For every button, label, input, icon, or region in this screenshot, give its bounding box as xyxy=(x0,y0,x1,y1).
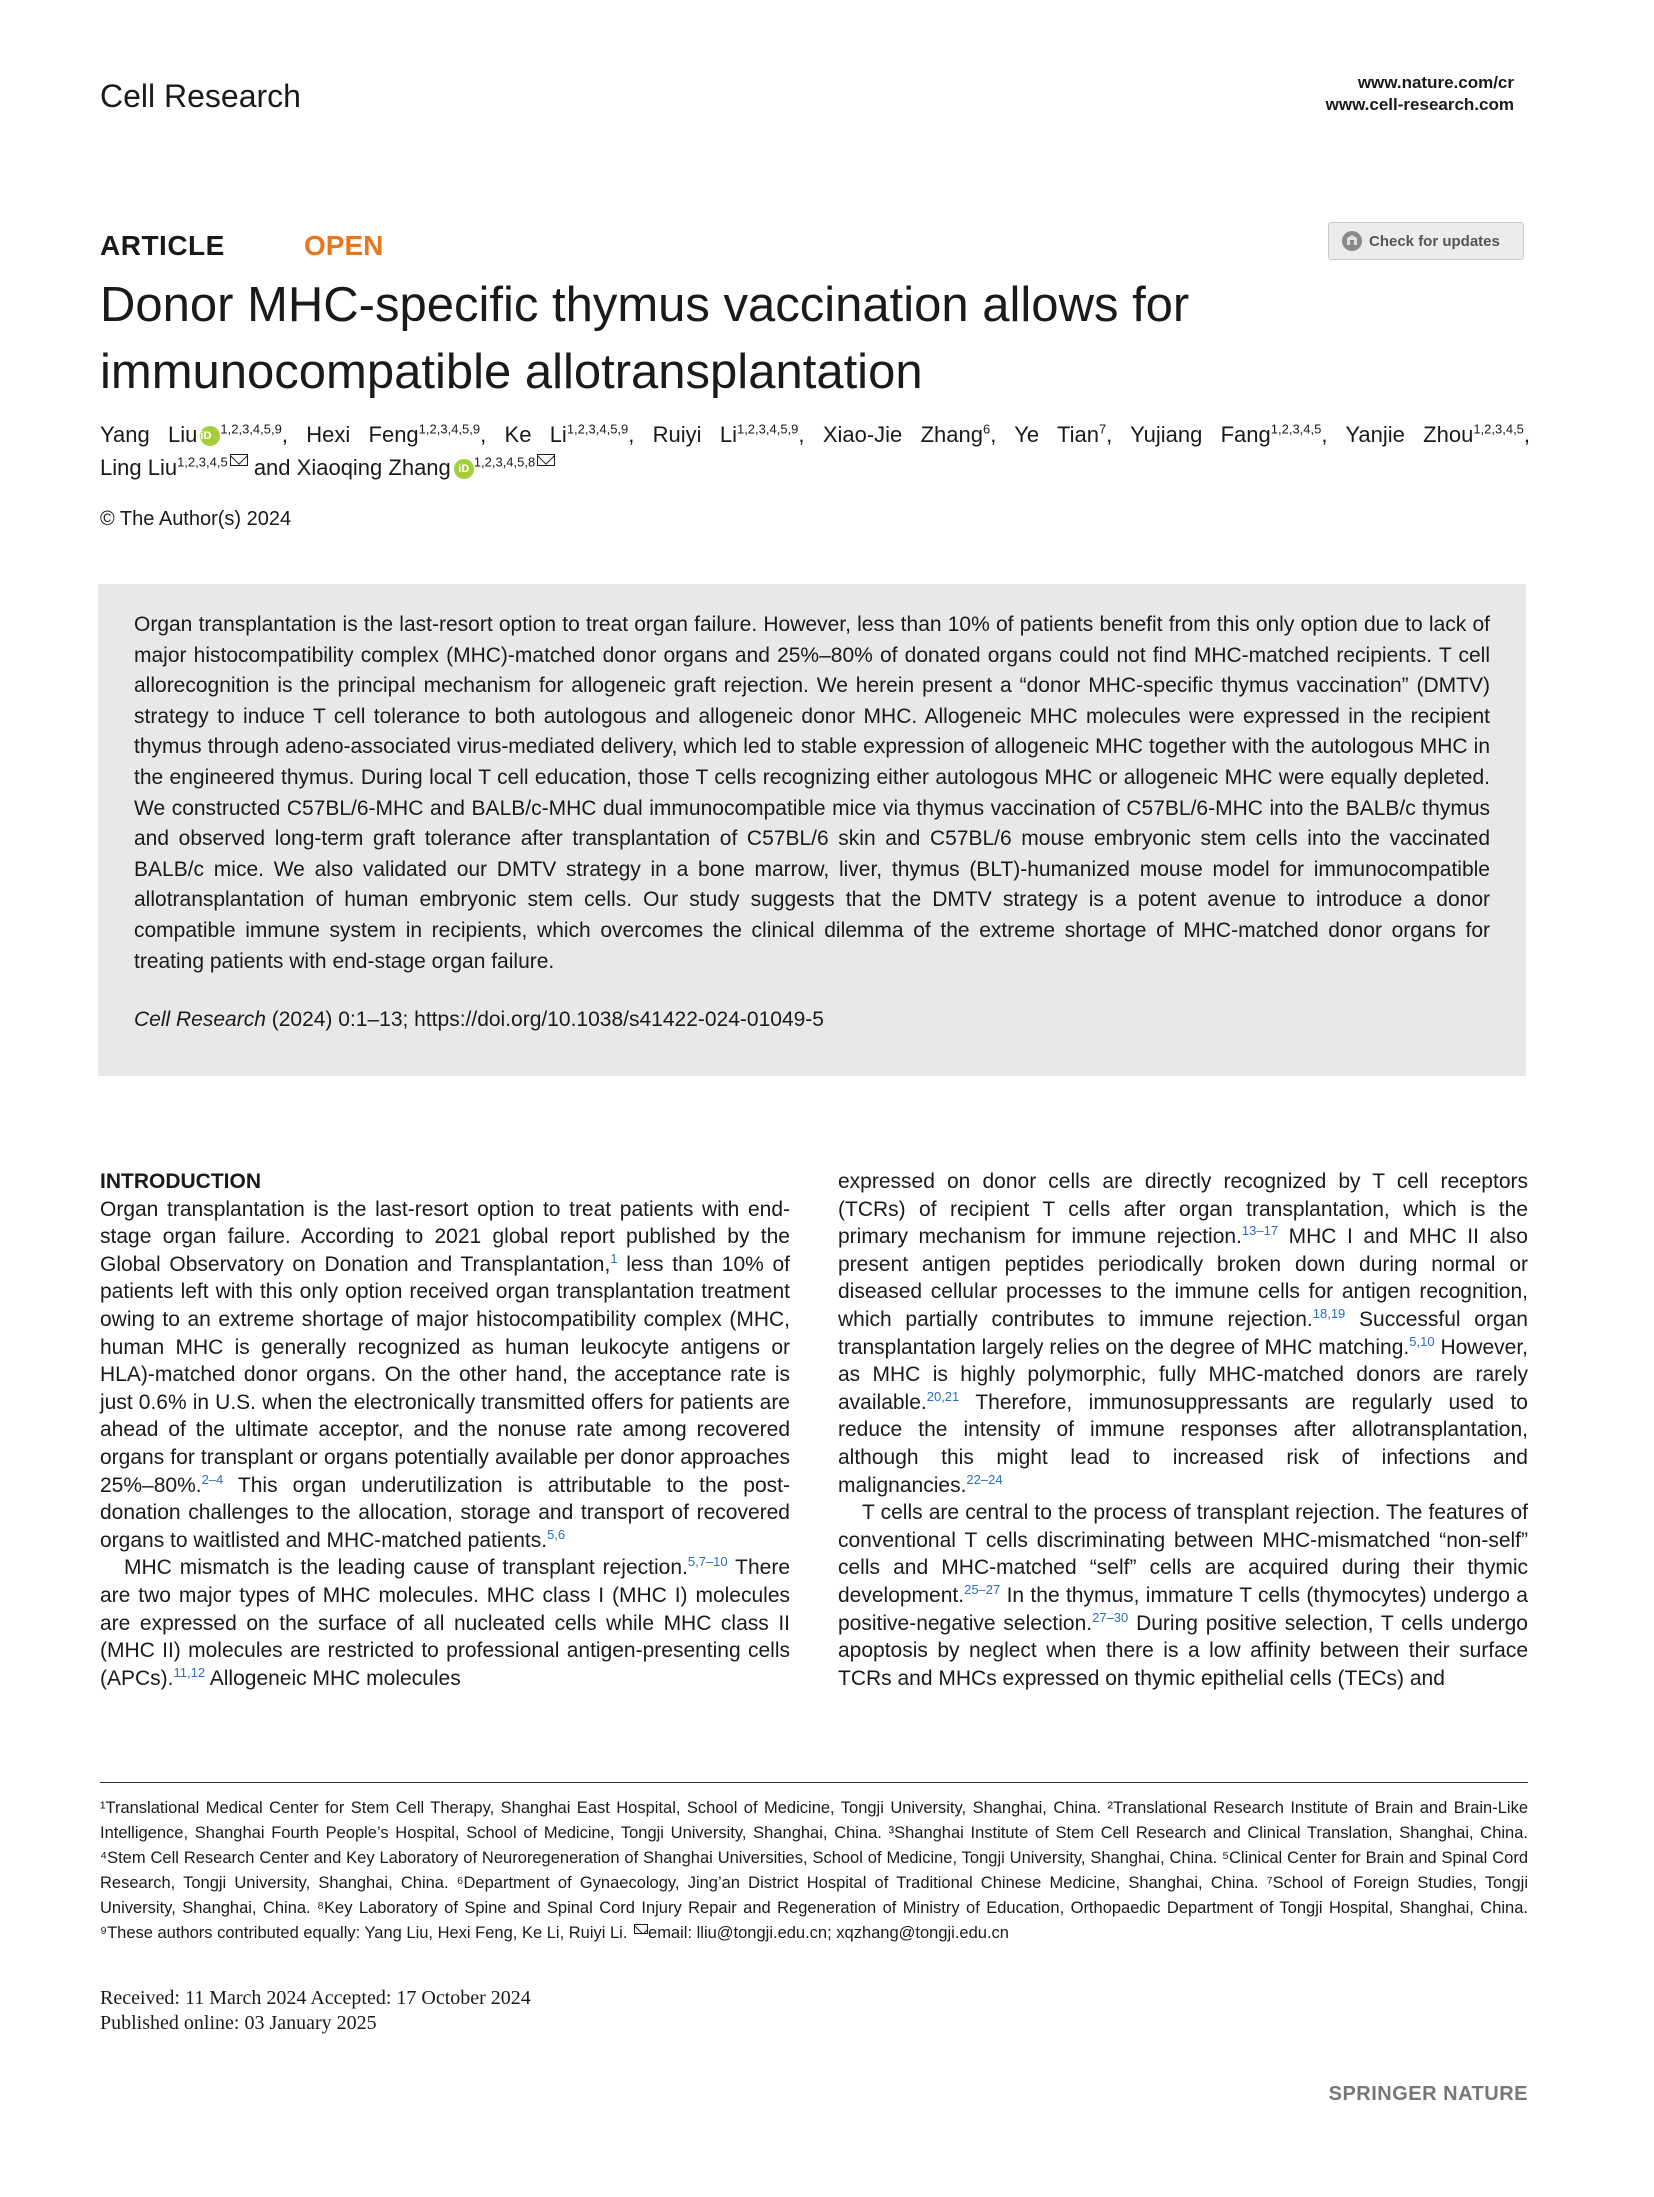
author-affiliation-sup: 1,2,3,4,5 xyxy=(1270,421,1322,437)
citation-ref[interactable]: 20,21 xyxy=(926,1388,960,1404)
email-icon xyxy=(634,1924,648,1934)
body-paragraph: Organ transplantation is the last-resort option to treat patients with end-stage organ failure. According to 2021 global report published by the Global Observatory on Donation and Transplantation,$^1$ less than 10% of patients left with this only option received organ transplantation treatment owing to an extreme shortage of major histocompatibility complex (MHC, human MHC is generally recognized as human leukocyte antigens or HLA)-matched donor organs. On the other hand, the acceptance rate is just 0.6% in U.S. when the electronically transmitted offers for patients are ahead of the ultimate acceptor, and the nonuse rate among recovered organs for transplant or organs potentially available per donor approaches 25%–80%.$^{2-4}$ This organ underutilization is attributable to the post-donation challenges to the allocation, storage and transport of recovered organs to waitlisted and MHC-matched patients.$^{5,6}$ xyxy=(100,1197,790,1552)
author-affiliation-sup: 1,2,3,4,5,8 xyxy=(473,454,536,470)
author-affiliation-sup: 1,2,3,4,5 xyxy=(177,454,228,470)
citation-ref[interactable]: 5,10 xyxy=(1409,1333,1435,1349)
author-affiliation-sup: 1,2,3,4,5,9 xyxy=(418,421,481,437)
citation-ref[interactable]: 25–27 xyxy=(964,1581,1001,1597)
citation-ref[interactable]: 2–4 xyxy=(201,1471,224,1487)
check-for-updates-button[interactable] xyxy=(1328,222,1524,260)
author-list-line-2 xyxy=(100,451,555,484)
author-affiliation-sup: 1,2,3,4,5,9 xyxy=(220,421,282,437)
title-line-1: Donor MHC-specific thymus vaccination allows for xyxy=(100,278,1190,332)
body-column-left xyxy=(100,1168,790,1692)
author-affiliation-sup: 1,2,3,4,5,9 xyxy=(736,421,799,437)
copyright-notice: © The Author(s) 2024 xyxy=(100,508,292,530)
footnote-divider xyxy=(100,1782,1528,1783)
citation-ref[interactable]: 5,7–10 xyxy=(687,1554,728,1570)
affiliations-text: ¹Translational Medical Center for Stem Cell Therapy, Shanghai East Hospital, School of Medicine, Tongji University, Shanghai, China. ²Translational Research Institute of Brain and Brain-Like Intelligence, Shanghai Fourth People’s Hospital, School of Medicine, Tongji University, Shanghai, China. ³Shanghai Institute of Stem Cell Research and Clinical Translation, Shanghai, China. ⁴Stem Cell Research Center and Key Laboratory of Neuroregeneration of Shanghai Universities, School of Medicine, Tongji University, Shanghai, China. ⁵Clinical Center for Brain and Spinal Cord Research, Tongji University, Shanghai, China. ⁶Department of Gynaecology, Jing’an District Hospital of Traditional Chinese Medicine, Shanghai, China. ⁷School of Foreign Studies, Tongji University, Shanghai, China. ⁸Key Laboratory of Spine and Spinal Cord Injury Repair and Regeneration of Ministry of Education, Orthopaedic Department of Tongji Hospital, Shanghai, China. ⁹These authors contributed equally: Yang Liu, Hexi Feng, Ke Li, Ruiyi Li. xyxy=(100,1799,1528,1942)
citation-ref[interactable]: 13–17 xyxy=(1241,1223,1279,1239)
citation-ref[interactable]: 5,6 xyxy=(547,1526,566,1542)
author-name[interactable]: Ye Tian xyxy=(1014,422,1099,447)
authors-joiner: and xyxy=(253,455,291,480)
citation-ref[interactable]: 11,12 xyxy=(173,1664,206,1680)
abstract-text: Organ transplantation is the last-resort option to treat organ failure. However, less than 10% of patients benefit from this only option due to lack of major histocompatibility complex (MHC)-matched donor organs and 25%–80% of donated organs could not find MHC-matched recipients. T cell allorecognition is the principal mechanism for allogeneic graft rejection. We herein present a “donor MHC-specific thymus vaccination” (DMTV) strategy to induce T cell tolerance to both autologous and allogeneic donor MHC. Allogeneic MHC molecules were expressed in the recipient thymus through adeno-associated virus-mediated delivery, which led to stable expression of allogeneic MHC together with the autologous MHC in the engineered thymus. During local T cell education, those T cells recognizing either autologous MHC or allogeneic MHC were equally depleted. We constructed C57BL/6-MHC and BALB/c-MHC dual immunocompatible mice via thymus vaccination of C57BL/6-MHC into the BALB/c thymus and observed long-term graft tolerance after transplantation of C57BL/6 skin and C57BL/6 mouse embryonic stem cells into the vaccinated BALB/c mice. We also validated our DMTV strategy in a bone marrow, liver, thymus (BLT)-humanized mouse model for immunocompatible allotransplantation of human embryonic stem cells. Our study suggests that the DMTV strategy is a potent avenue to introduce a donor compatible immune system in recipients, which overcomes the clinical dilemma of the extreme shortage of MHC-matched donor organs for treating patients with end-stage organ failure. xyxy=(134,613,1490,973)
author-name[interactable]: Xiao-Jie Zhang xyxy=(822,422,983,447)
email-icon[interactable] xyxy=(537,454,555,466)
article-type-label: ARTICLE xyxy=(100,230,225,261)
citation-ref[interactable]: 27–30 xyxy=(1092,1609,1129,1625)
corresponding-emails[interactable]: email: lliu@tongji.edu.cn; xqzhang@tongji.edu.cn xyxy=(648,1924,1009,1942)
author-affiliation-sup: 1,2,3,4,5 xyxy=(1473,421,1524,437)
body-paragraph: MHC mismatch is the leading cause of transplant rejection.$^{5,7-10}$ There are two major types of MHC molecules. MHC class I (MHC I) molecules are expressed on the surface of all nucleated cells while MHC class II (MHC II) molecules are restricted to professional antigen-presenting cells (APCs).$^{11,12}$ Allogeneic MHC molecules xyxy=(100,1554,790,1690)
orcid-icon[interactable]: iD xyxy=(200,426,220,446)
article-title xyxy=(100,272,1400,406)
citation-details[interactable]: (2024) 0:1–13; https://doi.org/10.1038/s41422-024-01049-5 xyxy=(265,1008,824,1032)
author-name[interactable]: Yujiang Fang xyxy=(1130,422,1271,447)
author-name[interactable]: Xiaoqing Zhang xyxy=(296,455,451,480)
author-name[interactable]: Ruiyi Li xyxy=(652,422,737,447)
author-list-line-1: Yang Liu iD $^{1,2,3,4,5,9}$, Hexi Feng$^{1,2,3,4,5,9}$, Ke Li$^{1,2,3,4,5,9}$, Ruiyi Li$^{1,2,3,4,5,9}$, Xiao-Jie Zhang$^6$, Ye Tian$^7$, Yujiang Fang$^{1,2,3,4,5}$, Yanjie Zhou$^{1,2,3,4,5}$, xyxy=(100,421,1531,447)
received-accepted-dates: Received: 11 March 2024 Accepted: 17 October 2024 xyxy=(100,1987,531,2009)
journal-url-cell-research[interactable]: www.cell-research.com xyxy=(1325,95,1514,114)
abstract-citation xyxy=(134,1005,1490,1035)
author-affiliation-sup: 6 xyxy=(982,421,991,437)
body-paragraph: expressed on donor cells are directly recognized by T cell receptors (TCRs) of recipient T cells after organ transplantation, which is the primary mechanism for immune rejection.$^{13-17}$ MHC I and MHC II also present antigen peptides periodically broken down during normal or diseased cellular processes to the immune cells for antigen recognition, which partially contributes to immune rejection.$^{18,19}$ Successful organ transplantation largely relies on the degree of MHC matching.$^{5,10}$ However, as MHC is highly polymorphic, fully MHC-matched donors are rarely available.$^{20,21}$ Therefore, immunosuppressants are regularly used to reduce the intensity of immune responses after allotransplantation, although this might lead to increased risk of infections and malignancies.$^{22-24}$ xyxy=(838,1170,1528,1497)
author-name[interactable]: Yanjie Zhou xyxy=(1345,422,1474,447)
author-name[interactable]: Ling Liu xyxy=(100,455,178,480)
title-line-2: immunocompatible allotransplantation xyxy=(100,345,923,399)
affiliations-footnote xyxy=(100,1796,1528,1946)
email-icon[interactable] xyxy=(230,454,248,466)
abstract-box xyxy=(98,584,1526,1076)
citation-journal: Cell Research xyxy=(134,1008,266,1032)
citation-ref[interactable]: 18,19 xyxy=(1312,1305,1346,1321)
check-updates-label: Check for updates xyxy=(1369,232,1500,250)
published-online-date: Published online: 03 January 2025 xyxy=(100,2012,377,2034)
journal-url-nature[interactable]: www.nature.com/cr xyxy=(1357,73,1514,92)
author-name[interactable]: Yang Liu xyxy=(100,422,198,447)
publisher-logo: SPRINGER NATURE xyxy=(1328,2083,1528,2105)
body-column-right xyxy=(838,1168,1528,1692)
author-name[interactable]: Ke Li xyxy=(504,422,567,447)
citation-ref[interactable]: 1 xyxy=(610,1250,618,1266)
check-updates-icon xyxy=(1341,230,1363,252)
author-affiliation-sup: 7 xyxy=(1098,421,1107,437)
open-access-label: OPEN xyxy=(304,230,384,261)
author-affiliation-sup: 1,2,3,4,5,9 xyxy=(566,421,629,437)
section-heading-introduction: INTRODUCTION xyxy=(100,1170,261,1193)
publication-dates xyxy=(100,1986,531,2036)
body-paragraph: T cells are central to the process of transplant rejection. The features of conventional T cells discriminating between MHC-mismatched “non-self” cells and MHC-matched “self” cells are acquired during their thymic development.$^{25-27}$ In the thymus, immature T cells (thymocytes) undergo a positive-negative selection.$^{27-30}$ During positive selection, T cells undergo apoptosis by neglect when there is a low affinity between their surface TCRs and MHCs expressed on thymic epithelial cells (TECs) and xyxy=(838,1501,1528,1690)
author-name[interactable]: Hexi Feng xyxy=(306,422,419,447)
journal-name: Cell Research xyxy=(100,78,301,114)
citation-ref[interactable]: 22–24 xyxy=(966,1471,1003,1487)
journal-urls xyxy=(1326,72,1514,116)
orcid-icon[interactable]: iD xyxy=(454,459,474,479)
